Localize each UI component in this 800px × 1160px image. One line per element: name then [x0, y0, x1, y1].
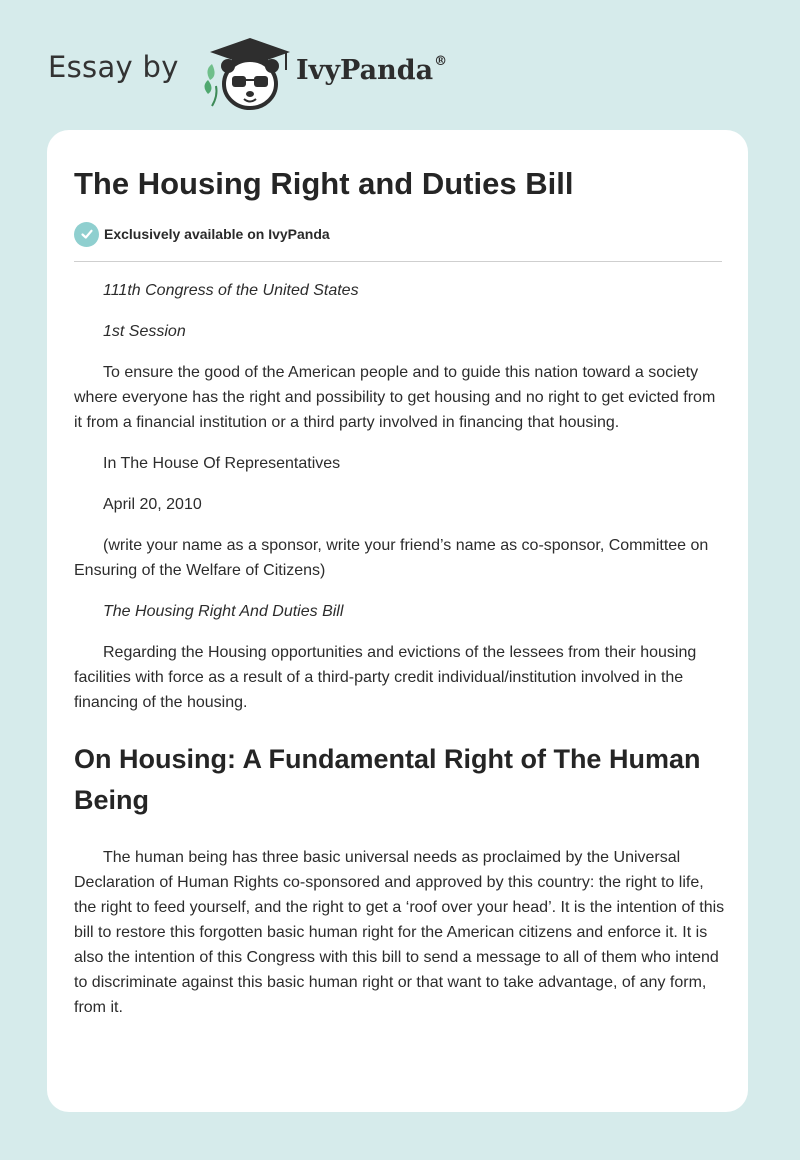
paragraph-purpose: To ensure the good of the American people and to guide this nation toward a society where everyone has the right and possibility to get housing and no right to get evicted from it from a financial institution or a third party involved in financing that housing. — [74, 364, 716, 431]
section-heading: On Housing: A Fundamental Right of The Human Being — [74, 744, 701, 815]
divider — [74, 261, 722, 262]
check-circle-icon — [74, 222, 99, 247]
badge-text: Exclusively available on IvyPanda — [104, 226, 330, 242]
paragraph-regarding: Regarding the Housing opportunities and evictions of the lessees from their housing facilities with force as a result of a third-party credit individual/institution involved in the financing of the housing. — [74, 644, 697, 711]
paragraph-sponsors: (write your name as a sponsor, write your friend’s name as co-sponsor, Committee on Ensuring of the Welfare of Citizens) — [74, 537, 709, 579]
paragraph-human-rights: The human being has three basic universal needs as proclaimed by the Universal Declaration of Human Rights co-sponsored and approved by this country: the right to life, the right to feed yourself, and the right to get a ‘roof over your head’. It is the intention of this bill to restore this forgotten basic human right for the American citizens and enforce it. It is also the intention of this Congress with this bill to send a message to all of them who intend to discriminate against this basic human right or that want to take advantage, of any form, from it. — [74, 849, 725, 1016]
essay-body — [74, 278, 726, 1036]
paragraph-house: In The House Of Representatives — [103, 455, 341, 472]
panda-logo-icon[interactable] — [202, 34, 298, 112]
essay-card — [47, 130, 748, 1112]
paragraph-date: April 20, 2010 — [103, 496, 202, 513]
brand-name[interactable] — [296, 54, 447, 86]
leaf-icon — [205, 64, 217, 106]
brand-text: IvyPanda — [296, 55, 434, 86]
registered-mark: ® — [434, 54, 448, 69]
paragraph-session: 1st Session — [103, 323, 186, 340]
paragraph-congress: 111th Congress of the United States — [103, 282, 359, 299]
essay-by-text: Essay by — [48, 50, 179, 84]
essay-title: The Housing Right and Duties Bill — [74, 166, 574, 201]
exclusive-badge — [74, 221, 330, 247]
paragraph-bill-name: The Housing Right And Duties Bill — [103, 603, 344, 620]
site-header — [48, 34, 548, 114]
